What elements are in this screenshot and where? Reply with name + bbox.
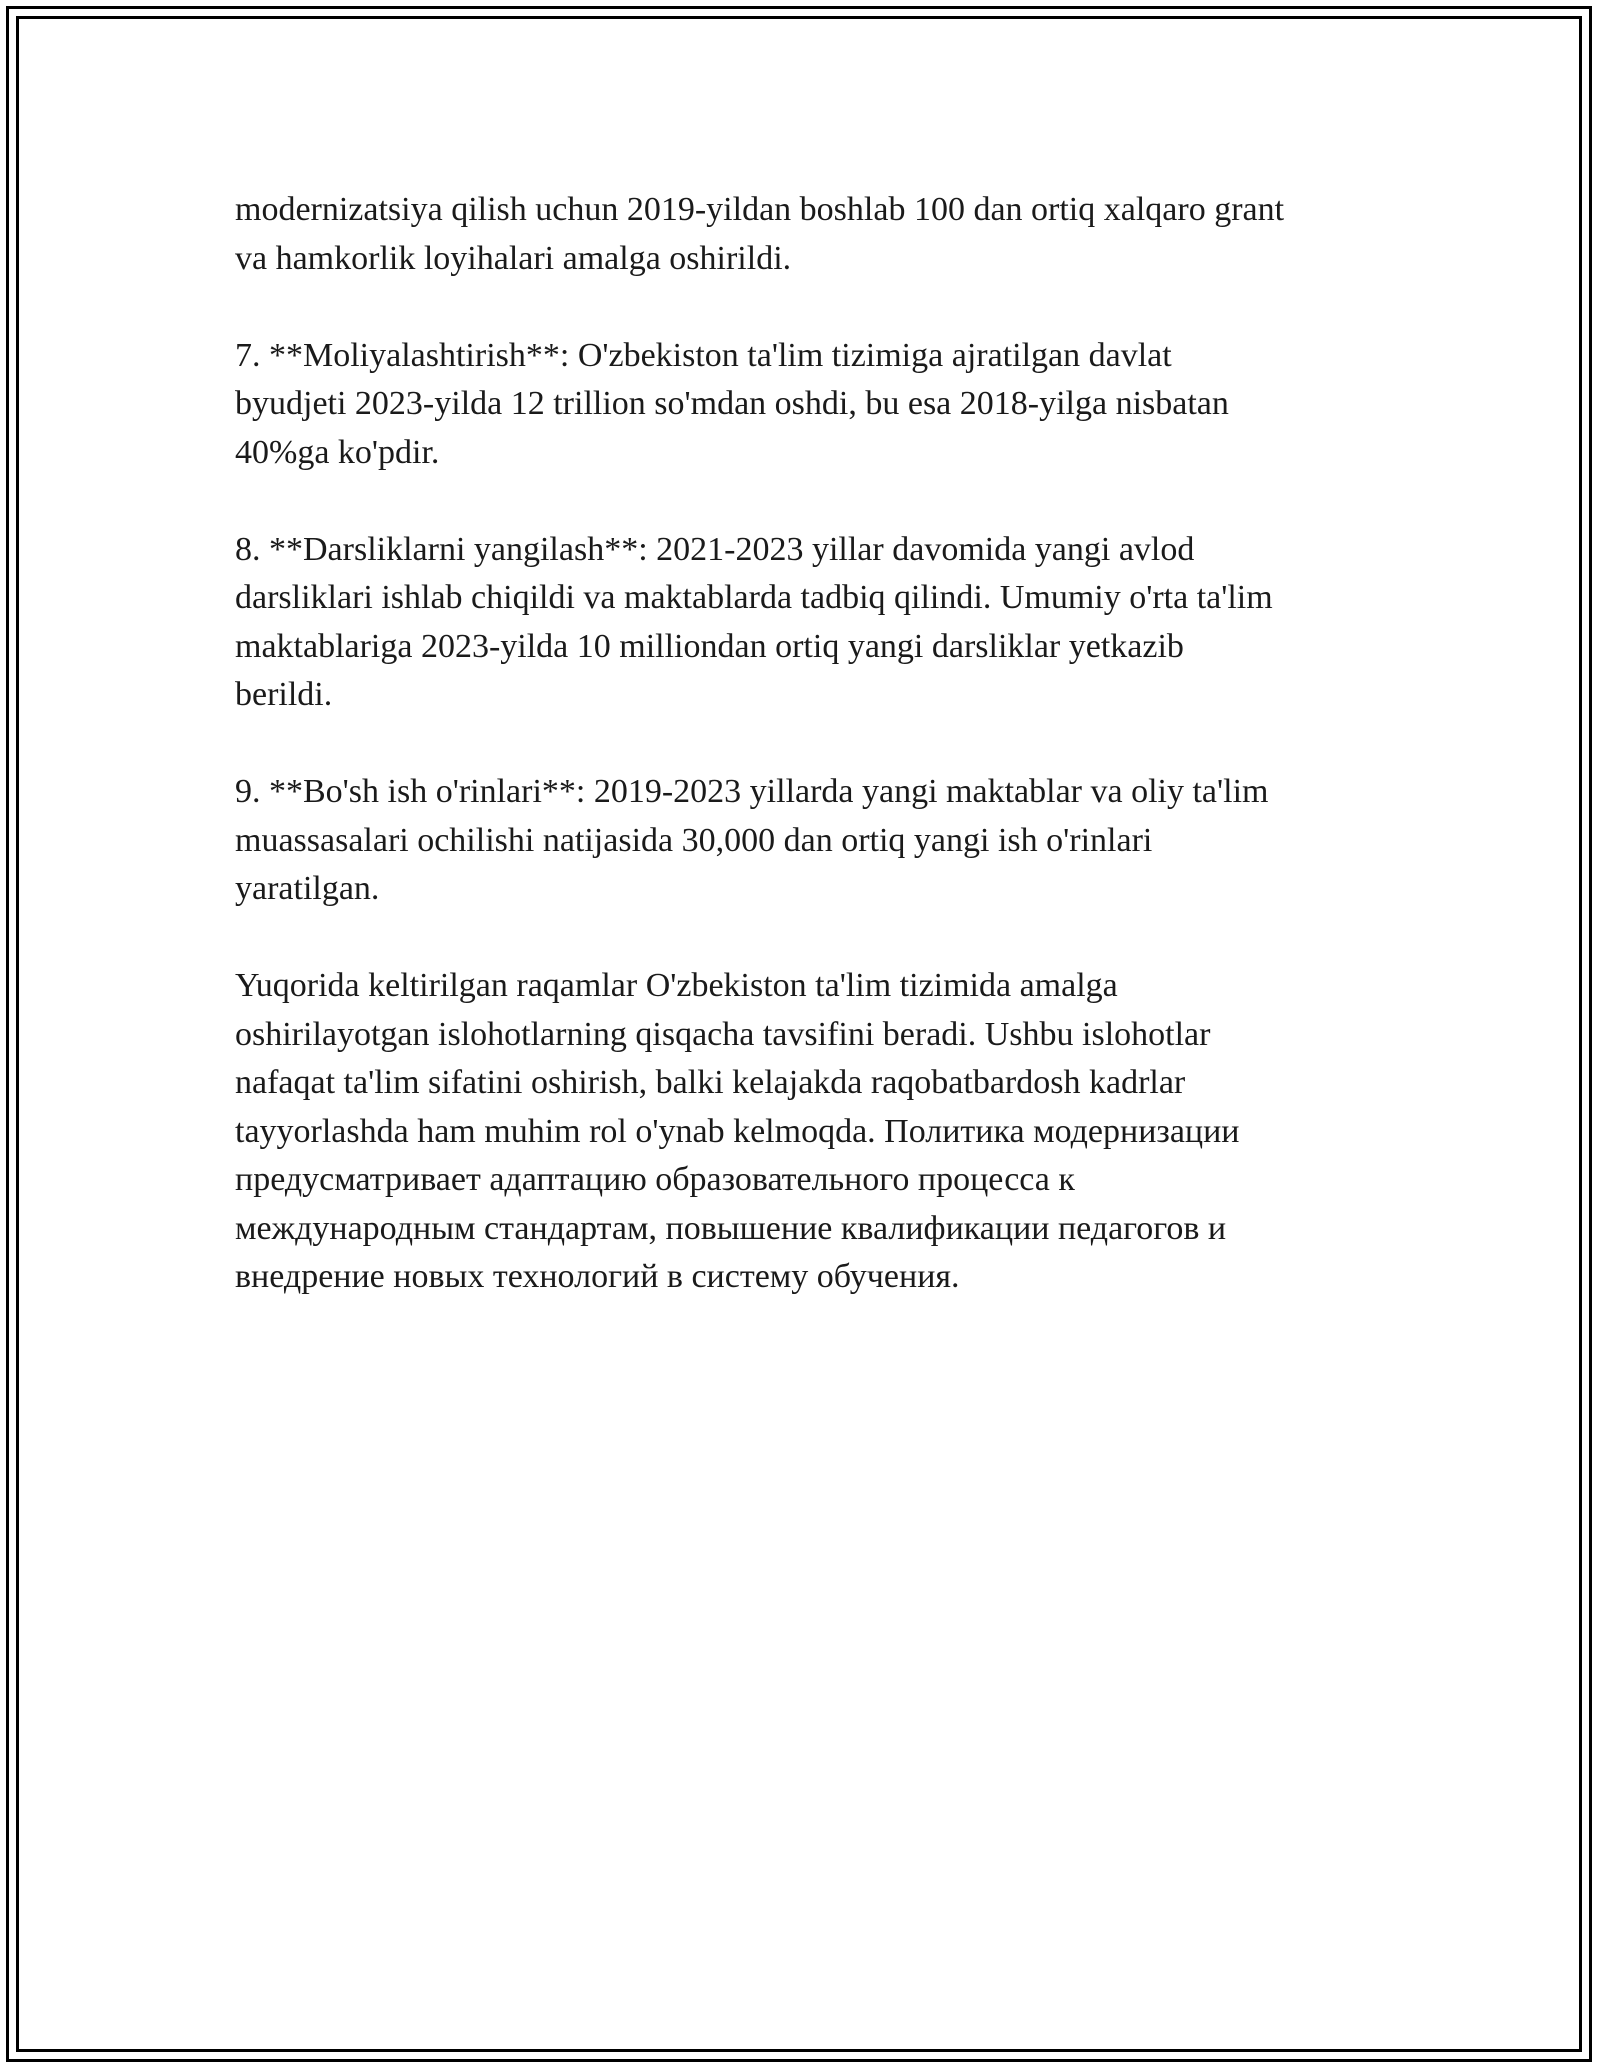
text-line: byudjeti 2023-yilda 12 trillion so'mdan oshdi, bu esa 2018-yilga nisbatan bbox=[235, 385, 1229, 422]
text-line: nafaqat ta'lim sifatini oshirish, balki kelajakda raqobatbardosh kadrlar bbox=[235, 1064, 1186, 1101]
text-line: maktablariga 2023-yilda 10 milliondan ortiq yangi darsliklar yetkazib bbox=[235, 627, 1184, 665]
text-line: 9. **Bo'sh ish o'rinlari**: 2019-2023 yillarda yangi maktablar va oliy ta'lim bbox=[235, 773, 1269, 810]
text-line: предусматривает адаптацию образовательного процесса к bbox=[235, 1161, 1075, 1198]
text-line: darsliklari ishlab chiqildi va maktablarda tadbiq qilindi. Umumiy o'rta ta'lim bbox=[235, 579, 1273, 616]
text-line: berildi. bbox=[235, 676, 333, 713]
paragraph-item-7-financing bbox=[235, 332, 1385, 478]
text-line: 40%ga ko'pdir. bbox=[235, 433, 440, 471]
paragraph-grants bbox=[235, 186, 1385, 283]
text-line: modernizatsiya qilish uchun 2019-yildan boshlab 100 dan ortiq xalqaro grant bbox=[235, 191, 1285, 228]
text-line: 7. **Moliyalashtirish**: O'zbekiston ta'lim tizimiga ajratilgan davlat bbox=[235, 336, 1172, 374]
text-line: yaratilgan. bbox=[235, 870, 380, 907]
text-line: oshirilayotgan islohotlarning qisqacha tavsifini beradi. Ushbu islohotlar bbox=[235, 1015, 1211, 1053]
paragraph-item-9-jobs bbox=[235, 768, 1385, 914]
text-line: международным стандартам, повышение квалификации педагогов и bbox=[235, 1209, 1227, 1247]
document-body bbox=[235, 186, 1385, 1302]
text-line: Yuqorida keltirilgan raqamlar O'zbekiston ta'lim tizimida amalga bbox=[235, 967, 1118, 1004]
text-line: muassasalari ochilishi natijasida 30,000 dan ortiq yangi ish o'rinlari bbox=[235, 821, 1153, 859]
paragraph-conclusion bbox=[235, 962, 1385, 1302]
text-line: va hamkorlik loyihalari amalga oshirildi. bbox=[235, 239, 792, 277]
paragraph-item-8-textbooks bbox=[235, 526, 1385, 720]
text-line: tayyorlashda ham muhim rol o'ynab kelmoqda. Политика модернизации bbox=[235, 1112, 1240, 1150]
text-line: внедрение новых технологий в систему обучения. bbox=[235, 1258, 960, 1295]
text-line: 8. **Darsliklarni yangilash**: 2021-2023 yillar davomida yangi avlod bbox=[235, 530, 1195, 568]
